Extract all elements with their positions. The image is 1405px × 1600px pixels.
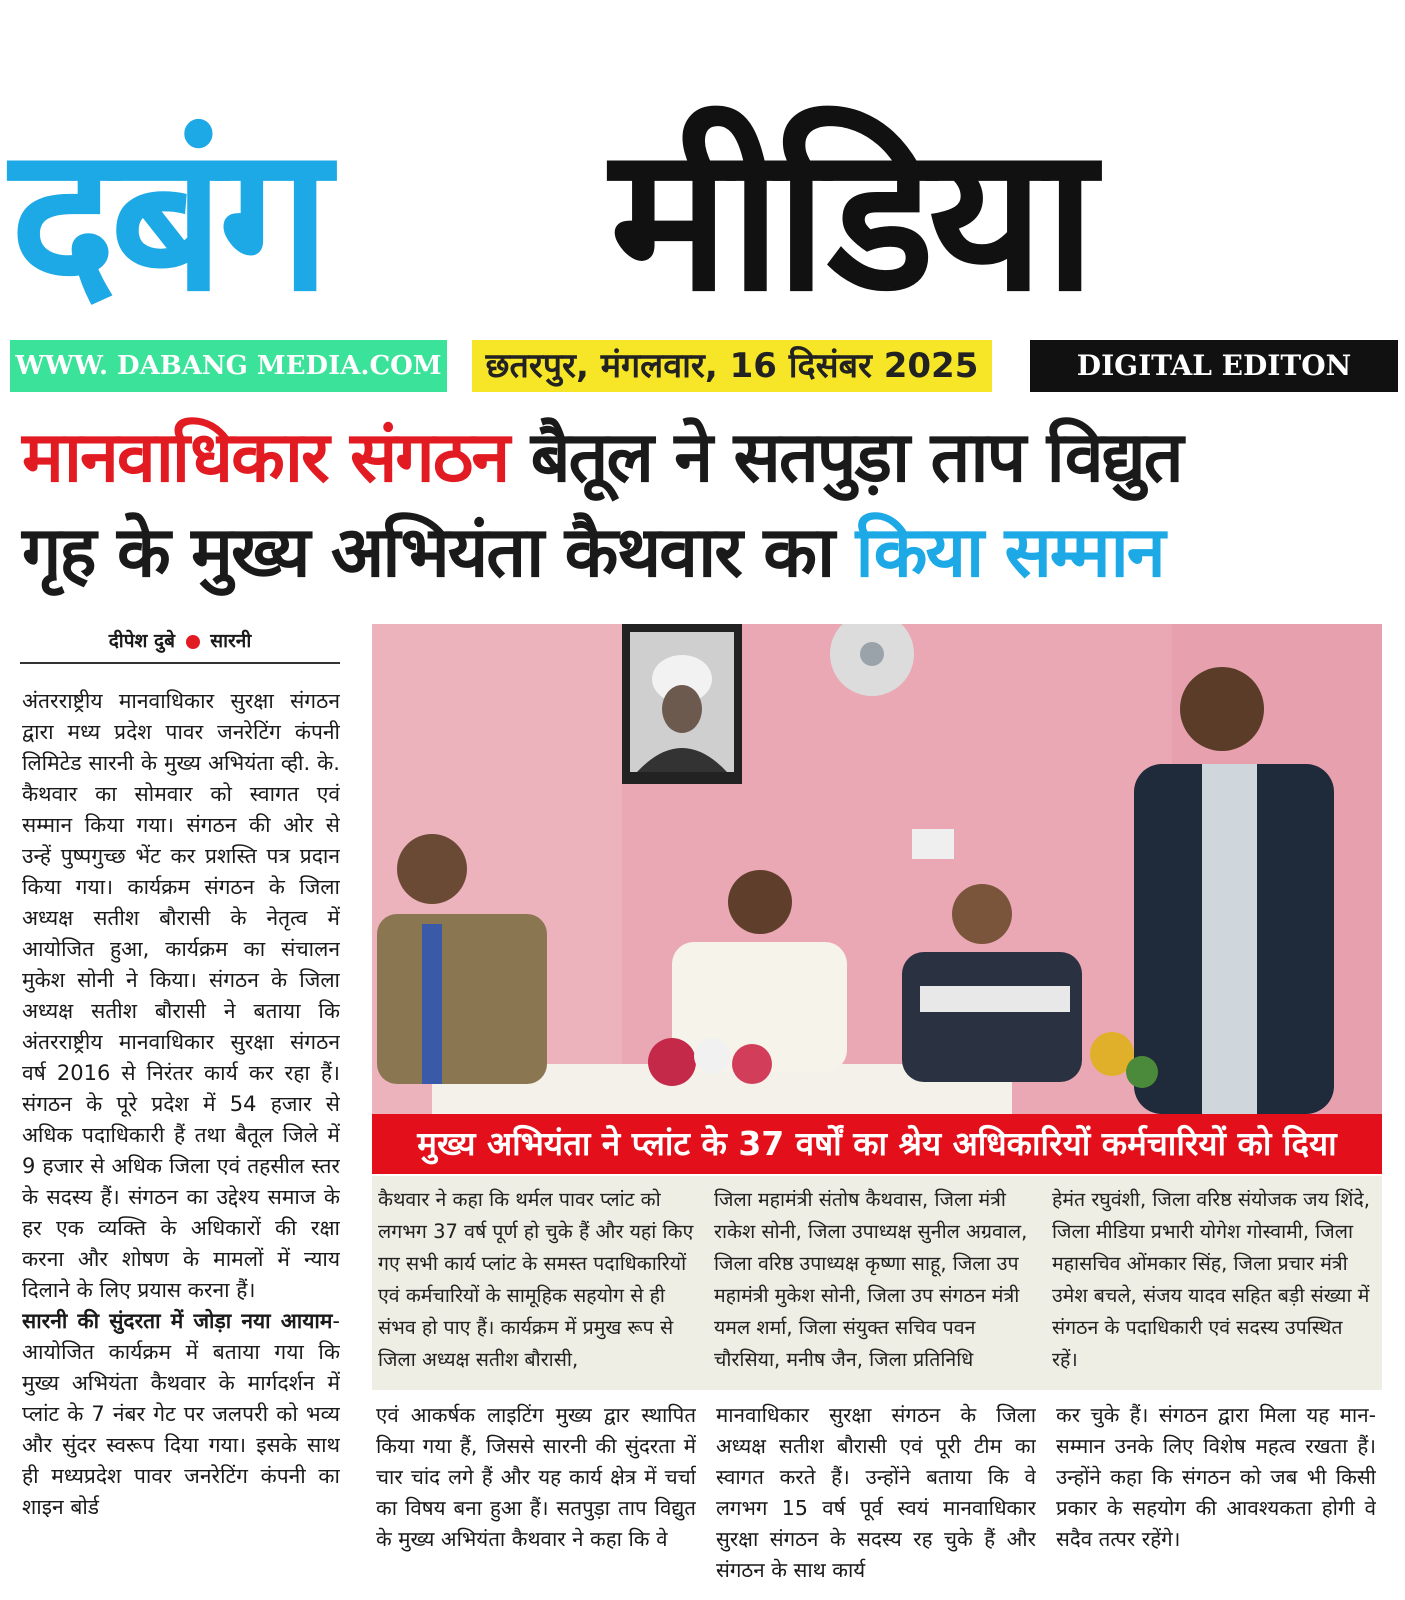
bottom-column-2 <box>716 1400 1036 1596</box>
news-photo <box>372 624 1382 1114</box>
byline-author: दीपेश दुबे <box>108 630 175 652</box>
headline-blue-part: किया सम्मान <box>855 511 1164 593</box>
headline-dark-part-1: बैतूल ने सतपुड़ा ताप विद्युत <box>508 416 1182 498</box>
bottom-column-1 <box>376 1400 696 1596</box>
info-box-text-1: कैथवार ने कहा कि थर्मल पावर प्लांट को लगभग 37 वर्ष पूर्ण हो चुके हैं और यहां किए गए सभी कार्य प्लांट के समस्त पदाधिकारियों एवं कर्मचारियों के सामूहिक सहयोग से ही संभव हो पाए हैं। कार्यक्रम में प्रमुख रूप से जिला अध्यक्ष सतीश बौरासी, <box>378 1188 694 1371</box>
masthead-name-part2: मीडिया <box>610 103 1091 336</box>
info-box-column-2 <box>714 1184 1034 1388</box>
info-box-text-2: जिला महामंत्री संतोष कैथवास, जिला मंत्री राकेश सोनी, जिला उपाध्यक्ष सुनील अग्रवाल, जिला वरिष्ठ उपाध्यक्ष कृष्णा साहू, जिला उप महामंत्री मुकेश सोनी, जिला उप संगठन मंत्री यमल शर्मा, जिला संयुक्त सचिव पवन चौरसिया, मनीष जैन, जिला प्रतिनिधि <box>714 1188 1028 1371</box>
website-banner: WWW. DABANG MEDIA.COM <box>10 340 447 392</box>
info-box-column-3 <box>1052 1184 1372 1388</box>
edition-banner: DIGITAL EDITON <box>1030 340 1398 392</box>
switchboard-icon <box>912 829 954 859</box>
headline <box>22 410 1392 600</box>
info-box-text-3: हेमंत रघुवंशी, जिला वरिष्ठ संयोजक जय शिंदे, जिला मीडिया प्रभारी योगेश गोस्वामी, जिला महासचिव ओंमकार सिंह, जिला प्रचार मंत्री उमेश बचले, संजय यादव सहित बड़ी संख्या में संगठन के पदाधिकारी एवं सदस्य उपस्थित रहें। <box>1052 1188 1370 1371</box>
photo-caption: मुख्य अभियंता ने प्लांट के 37 वर्षों का श्रेय अधिकारियों कर्मचारियों को दिया <box>372 1114 1382 1174</box>
bottom-text-3: कर चुके हैं। संगठन द्वारा मिला यह मान-सम्मान उनके लिए विशेष महत्व रखता हैं। उन्होंने कहा कि संगठन को जब भी किसी प्रकार के सहयोग की आवश्यकता होगी वे सदैव तत्पर रहेंगे। <box>1056 1403 1376 1551</box>
byline <box>20 626 340 656</box>
flower-bouquet-icon <box>648 1038 696 1086</box>
dateline-banner: छतरपुर, मंगलवार, 16 दिसंबर 2025 <box>472 340 992 392</box>
byline-dot-icon <box>186 635 200 649</box>
info-box-column-1 <box>378 1184 698 1388</box>
left-column-paragraph-1: अंतरराष्ट्रीय मानवाधिकार सुरक्षा संगठन द्वारा मध्य प्रदेश पावर जनरेटिंग कंपनी लिमिटेड सारनी के मुख्य अभियंता व्ही. के. कैथवार का सोमवार को स्वागत एवं सम्मान किया गया। संगठन की ओर से उन्हें पुष्पगुच्छ भेंट कर प्रशस्ति पत्र प्रदान किया गया। कार्यक्रम संगठन के जिला अध्यक्ष सतीश बौरासी के नेतृत्व में आयोजित हुआ, कार्यक्रम का संचालन मुकेश सोनी ने किया। संगठन के जिला अध्यक्ष सतीश बौरासी ने बताया कि अंतरराष्ट्रीय मानवाधिकार सुरक्षा संगठन वर्ष 2016 से निरंतर कार्य कर रहा हैं। संगठन के पूरे प्रदेश में 54 हजार से अधिक पदाधिकारी हैं तथा बैतूल जिले में 9 हजार से अधिक जिला एवं तहसील स्तर के सदस्य हैं। संगठन का उद्देश्य समाज के हर एक व्यक्ति के अधिकारों की रक्षा करना और शोषण के मामलों में न्याय दिलाने के लिए प्रयास करना हैं। <box>22 689 340 1302</box>
bottom-text-2: मानवाधिकार सुरक्षा संगठन के जिला अध्यक्ष सतीश बौरासी एवं पूरी टीम का स्वागत करते हैं। उन्होंने बताया कि वे लगभग 15 वर्ष पूर्व स्वयं मानवाधिकार सुरक्षा संगठन के सदस्य रह चुके हैं और संगठन के साथ कार्य <box>716 1403 1036 1582</box>
byline-rule <box>20 662 340 664</box>
headline-red-part: मानवाधिकार संगठन <box>22 416 509 498</box>
info-box <box>372 1176 1382 1390</box>
bottom-column-3 <box>1056 1400 1376 1596</box>
left-column <box>22 686 340 1596</box>
subhead: सारनी की सुंदरता में जोड़ा नया आयाम <box>22 1309 333 1333</box>
photo-illustration <box>372 624 1382 1114</box>
byline-place: सारनी <box>210 630 252 652</box>
headline-dark-part-2: गृह के मुख्य अभियंता कैथवार का <box>22 511 856 593</box>
bottom-text-1: एवं आकर्षक लाइटिंग मुख्य द्वार स्थापित किया गया हैं, जिससे सारनी की सुंदरता में चार चांद लगे हैं और यह कार्य क्षेत्र में चर्चा का विषय बना हुआ हैं। सतपुड़ा ताप विद्युत के मुख्य अभियंता कैथवार ने कहा कि वे <box>376 1403 696 1551</box>
left-column-paragraph-2: -आयोजित कार्यक्रम में बताया गया कि मुख्य अभियंता कैथवार के मार्गदर्शन में प्लांट के 7 नंबर गेट पर जलपरी को भव्य और सुंदर स्वरूप दिया गया। इसके साथ ही मध्यप्रदेश पावर जनरेटिंग कंपनी का शाइन बोर्ड <box>22 1309 340 1519</box>
headline-line-1 <box>22 410 1392 505</box>
headline-line-2 <box>22 505 1392 600</box>
masthead-name-part1: दबंग <box>10 103 326 336</box>
